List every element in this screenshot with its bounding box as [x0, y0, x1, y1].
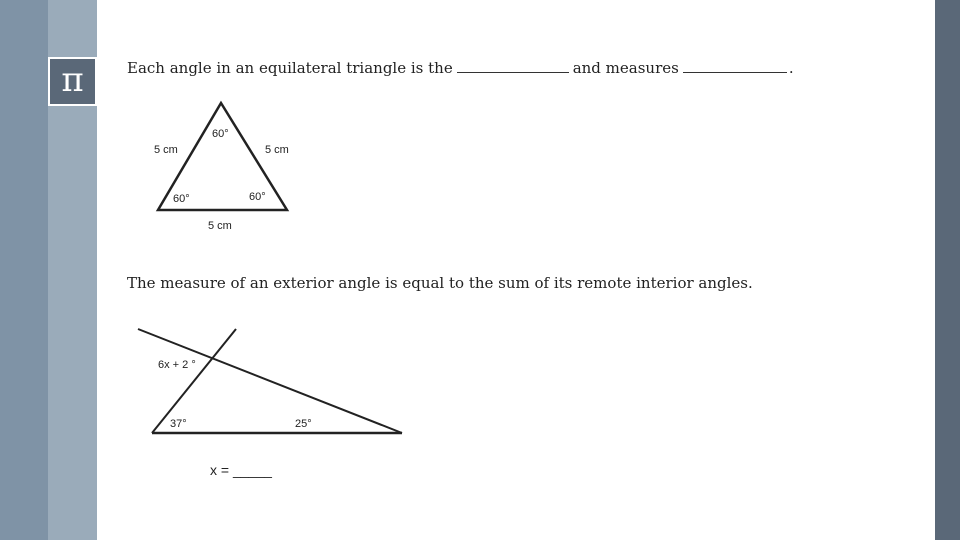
statement-equilateral [127, 59, 794, 77]
angle-top-label: 60° [212, 128, 229, 140]
statement-part2: and measures [572, 59, 679, 77]
side-right-label: 5 cm [265, 144, 289, 156]
equilateral-triangle-figure [140, 95, 310, 240]
answer-blank-1[interactable] [457, 60, 569, 73]
statement-end: . [788, 59, 794, 77]
angle-left-label: 37° [170, 418, 187, 430]
exterior-angle-figure [130, 320, 420, 490]
statement-exterior-angle: The measure of an exterior angle is equal to the sum of its remote interior angles. [127, 274, 753, 292]
statement-part1: Each angle in an equilateral triangle is the [127, 59, 453, 77]
angle-left-label: 60° [173, 193, 190, 205]
answer-prompt: x = _____ [210, 462, 272, 478]
exterior-angle-label: 6x + 2 ° [158, 359, 196, 371]
side-bottom-label: 5 cm [208, 220, 232, 232]
side-left-label: 5 cm [154, 144, 178, 156]
answer-blank-2[interactable] [683, 60, 787, 73]
pi-symbol: π [61, 59, 84, 100]
right-accent-band [935, 0, 960, 540]
angle-right-label: 60° [249, 191, 266, 203]
pi-logo-icon [48, 57, 97, 106]
extended-side-left [152, 329, 236, 433]
angle-right-label: 25° [295, 418, 312, 430]
left-accent-band [0, 0, 48, 540]
